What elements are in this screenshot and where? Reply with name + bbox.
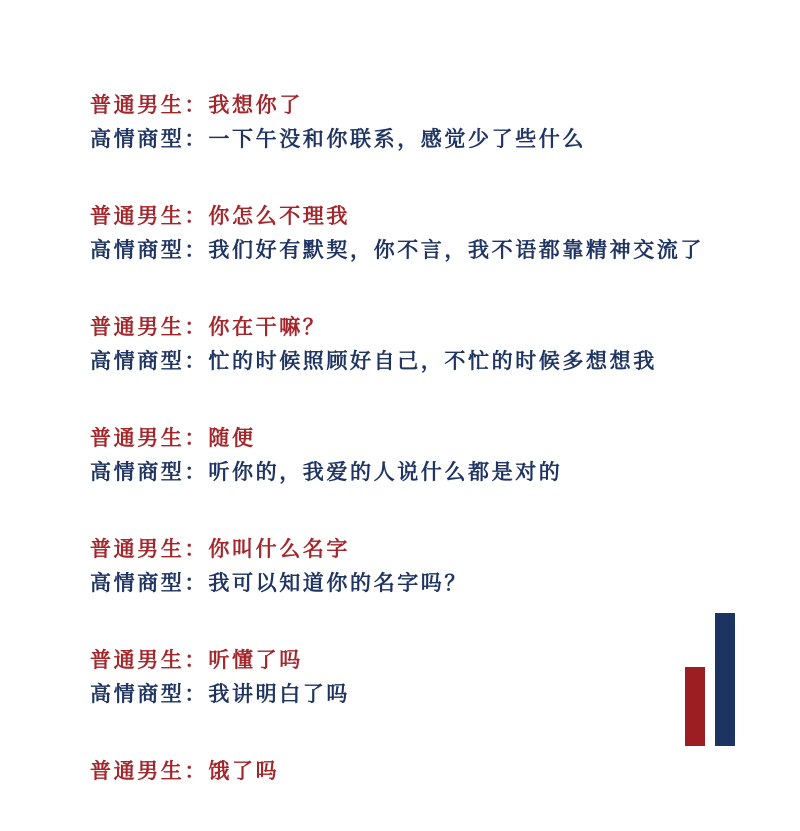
ordinary-label: 普通男生 (90, 203, 185, 228)
ordinary-text: 饿了吗 (208, 758, 280, 783)
ordinary-text: 你在干嘛？ (208, 314, 327, 339)
eq-label: 高情商型 (90, 126, 185, 151)
dialogue-pair (90, 643, 730, 711)
dialogue-pair (90, 754, 730, 788)
eq-text: 我讲明白了吗 (208, 681, 351, 706)
dialogue-list (90, 88, 730, 831)
ordinary-line (90, 754, 730, 788)
eq-line (90, 677, 730, 711)
separator: ： (184, 203, 206, 228)
dialogue-pair (90, 310, 730, 378)
eq-line (90, 122, 730, 156)
dialogue-pair (90, 199, 730, 267)
eq-label: 高情商型 (90, 459, 185, 484)
separator: ： (184, 126, 206, 151)
ordinary-label: 普通男生 (90, 758, 185, 783)
eq-text: 听你的，我爱的人说什么都是对的 (208, 459, 563, 484)
eq-label: 高情商型 (90, 681, 185, 706)
decorative-navy-bar (715, 613, 735, 746)
separator: ： (184, 647, 206, 672)
separator: ： (184, 237, 206, 262)
ordinary-text: 你叫什么名字 (208, 536, 351, 561)
eq-line (90, 344, 730, 378)
eq-text: 我们好有默契，你不言，我不语都靠精神交流了 (208, 237, 705, 262)
separator: ： (184, 425, 206, 450)
separator: ： (184, 681, 206, 706)
ordinary-label: 普通男生 (90, 92, 185, 117)
ordinary-text: 随便 (208, 425, 256, 450)
separator: ： (184, 570, 206, 595)
dialogue-pair (90, 421, 730, 489)
separator: ： (184, 536, 206, 561)
dialogue-pair (90, 88, 730, 156)
eq-text: 忙的时候照顾好自己，不忙的时候多想想我 (208, 348, 657, 373)
ordinary-label: 普通男生 (90, 536, 185, 561)
ordinary-line (90, 310, 730, 344)
eq-line (90, 566, 730, 600)
ordinary-line (90, 532, 730, 566)
ordinary-text: 你怎么不理我 (208, 203, 351, 228)
separator: ： (184, 92, 206, 117)
ordinary-line (90, 643, 730, 677)
eq-line (90, 233, 730, 267)
ordinary-line (90, 88, 730, 122)
ordinary-line (90, 421, 730, 455)
eq-label: 高情商型 (90, 237, 185, 262)
ordinary-text: 我想你了 (208, 92, 303, 117)
separator: ： (184, 459, 206, 484)
eq-label: 高情商型 (90, 348, 185, 373)
separator: ： (184, 758, 206, 783)
dialogue-pair (90, 532, 730, 600)
ordinary-label: 普通男生 (90, 425, 185, 450)
eq-text: 一下午没和你联系，感觉少了些什么 (208, 126, 587, 151)
separator: ： (184, 314, 206, 339)
ordinary-label: 普通男生 (90, 647, 185, 672)
ordinary-label: 普通男生 (90, 314, 185, 339)
separator: ： (184, 348, 206, 373)
eq-text: 我可以知道你的名字吗？ (208, 570, 469, 595)
eq-line (90, 455, 730, 489)
decorative-red-bar (685, 667, 705, 746)
eq-label: 高情商型 (90, 570, 185, 595)
ordinary-text: 听懂了吗 (208, 647, 303, 672)
ordinary-line (90, 199, 730, 233)
